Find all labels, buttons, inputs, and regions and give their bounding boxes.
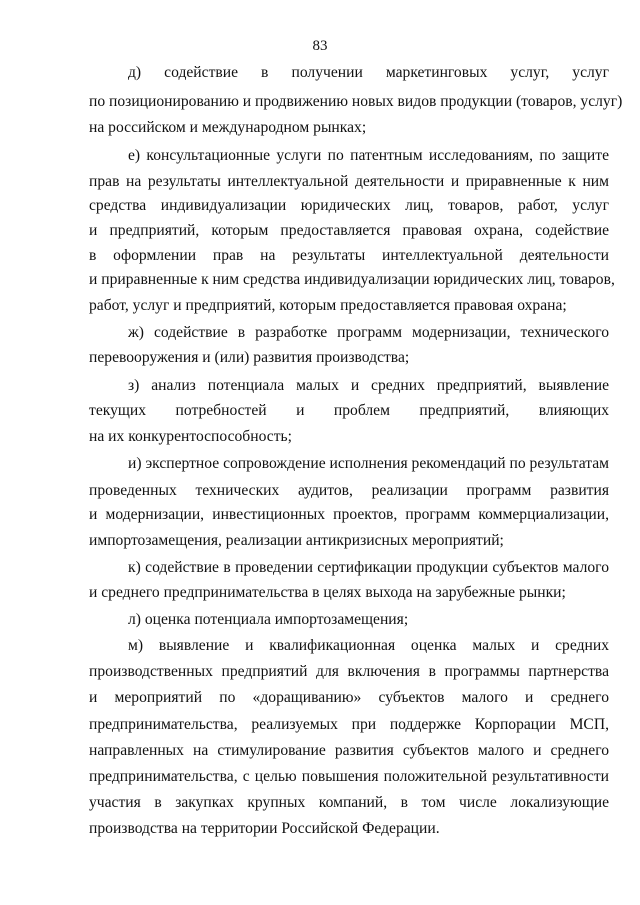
item-e-line-4: и предприятий, которым предоставляется правовая охрана, содействие [89, 222, 609, 239]
item-l-line-1: л) оценка потенциала импортозамещения; [128, 611, 409, 628]
item-i-line-4: импортозамещения, реализации антикризисных мероприятий; [89, 532, 504, 549]
item-d-line-3: на российском и международном рынках; [89, 119, 367, 136]
item-m-line-3: и мероприятий по «доращиванию» субъектов малого и среднего [89, 689, 609, 706]
item-e-line-2: прав на результаты интеллектуальной деятельности и приравненные к ним [89, 173, 609, 190]
item-m-line-7: участия в закупках крупных компаний, в том числе локализующие [89, 794, 609, 811]
item-m-line-1: м) выявление и квалификационная оценка малых и средних [128, 637, 609, 654]
item-z-line-3: на их конкурентоспособность; [89, 428, 292, 445]
item-k-line-1: к) содействие в проведении сертификации продукции субъектов малого [128, 559, 609, 576]
item-m-line-5: направленных на стимулирование развития субъектов малого и среднего [89, 742, 609, 759]
item-m-line-6: предпринимательства, с целью повышения положительной результативности [89, 768, 609, 785]
item-e-line-6: и приравненные к ним средства индивидуализации юридических лиц, товаров, [89, 271, 615, 288]
item-k-line-2: и среднего предпринимательства в целях выхода на зарубежные рынки; [89, 584, 566, 601]
item-e-line-7: работ, услуг и предприятий, которым предоставляется правовая охрана; [89, 297, 567, 314]
item-i-line-1: и) экспертное сопровождение исполнения рекомендаций по результатам [128, 455, 609, 472]
page-number: 83 [312, 38, 328, 54]
item-d-line-1: д) содействие в получении маркетинговых услуг, услуг [128, 64, 609, 81]
item-i-line-3: и модернизации, инвестиционных проектов, программ коммерциализации, [89, 506, 609, 523]
item-z-line-1: з) анализ потенциала малых и средних предприятий, выявление [128, 377, 609, 394]
item-e-line-5: в оформлении прав на результаты интеллектуальной деятельности [89, 247, 609, 264]
item-m-line-2: производственных предприятий для включения в программы партнерства [89, 663, 609, 680]
item-zh-line-2: перевооружения и (или) развития производства; [89, 349, 410, 366]
item-zh-line-1: ж) содействие в разработке программ модернизации, технического [128, 324, 609, 341]
item-m-line-8: производства на территории Российской Федерации. [89, 820, 440, 837]
item-e-line-3: средства индивидуализации юридических лиц, товаров, работ, услуг [89, 197, 609, 214]
item-d-line-2: по позиционированию и продвижению новых видов продукции (товаров, услуг) [89, 93, 623, 110]
item-m-line-4: предпринимательства, реализуемых при поддержке Корпорации МСП, [89, 716, 609, 733]
item-e-line-1: е) консультационные услуги по патентным исследованиям, по защите [128, 147, 609, 164]
item-i-line-2: проведенных технических аудитов, реализации программ развития [89, 482, 609, 499]
item-z-line-2: текущих потребностей и проблем предприятий, влияющих [89, 402, 609, 419]
